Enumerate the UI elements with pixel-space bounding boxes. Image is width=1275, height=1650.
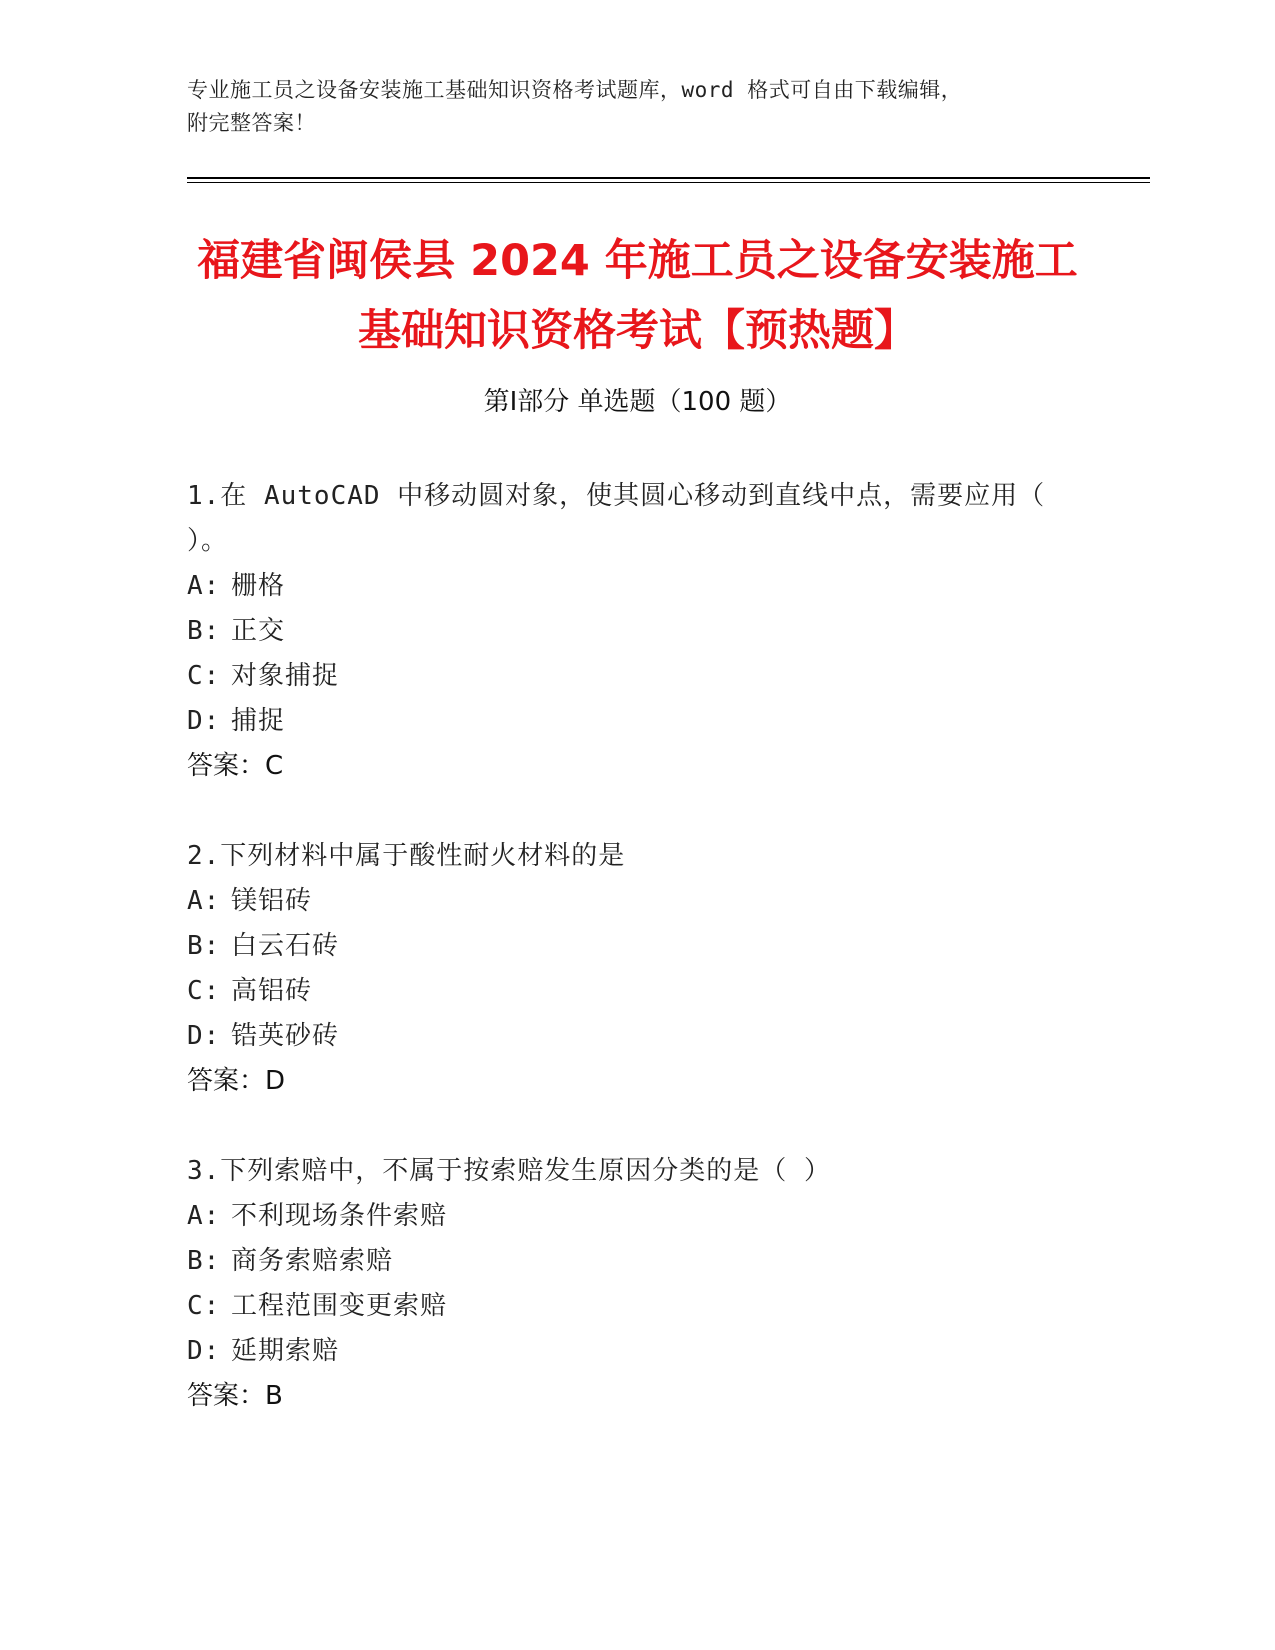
- header-note: [187, 74, 1067, 140]
- option-text: 锆英砂砖: [231, 1021, 340, 1051]
- answer: 答案：B: [187, 1381, 283, 1411]
- option-key: D:: [187, 1336, 221, 1366]
- option-a: [187, 564, 1087, 609]
- option-text: 高铝砖: [231, 976, 313, 1006]
- option-b: [187, 1239, 1087, 1284]
- option-a: [187, 1194, 1087, 1239]
- option-key: B:: [187, 931, 221, 961]
- option-key: C:: [187, 1291, 221, 1321]
- question-1: [187, 474, 1087, 789]
- document-title-line-1: 福建省闽侯县 2024 年施工员之设备安装施工: [197, 236, 1078, 286]
- header-divider-thin: [187, 182, 1150, 183]
- option-d: [187, 1329, 1087, 1374]
- option-text: 白云石砖: [231, 931, 340, 961]
- header-note-line-1: 专业施工员之设备安装施工基础知识资格考试题库，word 格式可自由下载编辑，: [187, 78, 963, 102]
- option-key: C:: [187, 661, 221, 691]
- header-divider-thick: [187, 177, 1150, 179]
- option-b: [187, 609, 1087, 654]
- option-key: A:: [187, 1201, 221, 1231]
- option-key: D:: [187, 1021, 221, 1051]
- option-text: 对象捕捉: [231, 661, 340, 691]
- option-b: [187, 924, 1087, 969]
- option-key: B:: [187, 616, 221, 646]
- option-key: D:: [187, 706, 221, 736]
- question-2: [187, 834, 1087, 1104]
- question-stem: 2.下列材料中属于酸性耐火材料的是: [187, 841, 626, 871]
- document-title: [120, 226, 1155, 366]
- option-key: B:: [187, 1246, 221, 1276]
- question-stem: 3.下列索赔中，不属于按索赔发生原因分类的是（ ）: [187, 1156, 831, 1186]
- question-stem: 1.在 AutoCAD 中移动圆对象，使其圆心移动到直线中点，需要应用（ ）。: [187, 481, 1046, 556]
- header-note-line-2: 附完整答案！: [187, 111, 316, 135]
- option-text: 不利现场条件索赔: [231, 1201, 448, 1231]
- question-3: [187, 1149, 1087, 1419]
- option-c: [187, 969, 1087, 1014]
- option-text: 延期索赔: [231, 1336, 340, 1366]
- option-d: [187, 699, 1087, 744]
- option-text: 镁铝砖: [231, 886, 313, 916]
- option-key: C:: [187, 976, 221, 1006]
- option-text: 工程范围变更索赔: [231, 1291, 448, 1321]
- option-text: 正交: [231, 616, 286, 646]
- document-title-line-2: 基础知识资格考试【预热题】: [358, 306, 917, 356]
- answer: 答案：C: [187, 751, 284, 781]
- option-text: 栅格: [231, 571, 286, 601]
- option-text: 商务索赔索赔: [231, 1246, 394, 1276]
- section-title: 第Ⅰ部分 单选题（100 题）: [483, 387, 792, 417]
- option-c: [187, 654, 1087, 699]
- answer: 答案：D: [187, 1066, 286, 1096]
- option-key: A:: [187, 886, 221, 916]
- question-list: [187, 474, 1087, 1464]
- option-text: 捕捉: [231, 706, 286, 736]
- option-a: [187, 879, 1087, 924]
- option-d: [187, 1014, 1087, 1059]
- option-c: [187, 1284, 1087, 1329]
- option-key: A:: [187, 571, 221, 601]
